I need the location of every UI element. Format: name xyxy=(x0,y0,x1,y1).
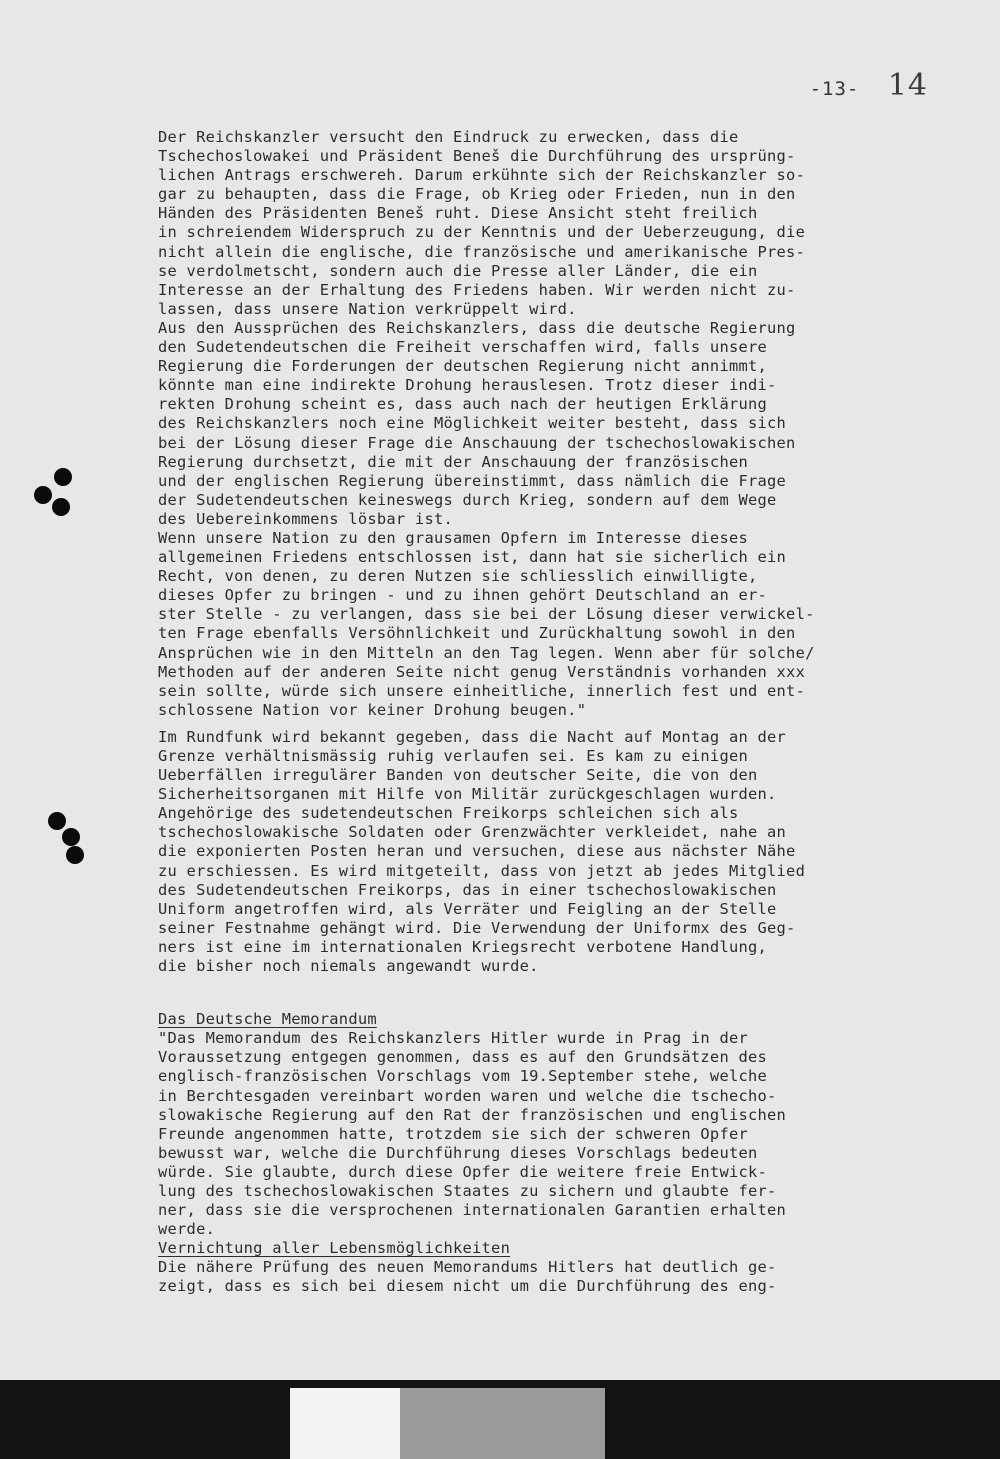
text-line xyxy=(158,1029,968,1048)
text-line xyxy=(158,1144,968,1163)
text-line xyxy=(158,204,968,223)
text-line xyxy=(158,491,968,510)
text-line-content: slowakische Regierung auf den Rat der französischen und englischen xyxy=(158,1105,787,1124)
text-line-content: zu erschiessen. Es wird mitgeteilt, dass von jetzt ab jedes Mitglied xyxy=(158,861,806,880)
text-line xyxy=(158,166,968,185)
text-line xyxy=(158,243,968,262)
text-line xyxy=(158,682,968,701)
text-line xyxy=(158,881,968,900)
text-line-content: in Berchtesgaden vereinbart worden waren und welche die tschecho- xyxy=(158,1086,777,1105)
handwritten-page-number: 14 xyxy=(887,68,928,103)
text-line xyxy=(158,414,968,433)
text-line xyxy=(158,567,968,586)
text-line-content: und der englischen Regierung übereinstimmt, dass nämlich die Frage xyxy=(158,471,787,490)
text-line xyxy=(158,938,968,957)
text-line-content: lichen Antrags erschwereh. Darum erkühnte sich der Reichskanzler so- xyxy=(158,166,806,185)
text-line-content: rekten Drohung scheint es, dass auch nach der heutigen Erklärung xyxy=(158,395,768,414)
text-line xyxy=(158,785,968,804)
text-line xyxy=(158,300,968,319)
punch-hole-mark-top xyxy=(34,468,72,518)
text-line xyxy=(158,747,968,766)
text-line xyxy=(158,319,968,338)
text-line-content: der Sudetendeutschen keineswegs durch Krieg, sondern auf dem Wege xyxy=(158,490,777,509)
text-line xyxy=(158,919,968,938)
text-line-content: Ueberfällen irregulärer Banden von deutscher Seite, die von den xyxy=(158,766,758,785)
text-line xyxy=(158,624,968,643)
text-line-content: sein sollte, würde sich unsere einheitliche, innerlich fest und ent- xyxy=(158,681,806,700)
text-line-content: des Sudetendeutschen Freikorps, das in einer tschechoslowakischen xyxy=(158,880,777,899)
text-line-content: Recht, von denen, zu deren Nutzen sie schliesslich einwilligte, xyxy=(158,567,758,586)
text-line xyxy=(158,453,968,472)
text-line-content: Sicherheitsorganen mit Hilfe von Militär zurückgeschlagen wurden. xyxy=(158,785,777,804)
text-line-content: seiner Festnahme gehängt wird. Die Verwendung der Uniformx des Geg- xyxy=(158,918,796,937)
text-line-content: werde. xyxy=(158,1220,216,1239)
text-line xyxy=(158,900,968,919)
text-line-content: Wenn unsere Nation zu den grausamen Opfern im Interesse dieses xyxy=(158,528,748,547)
text-line xyxy=(158,376,968,395)
text-line-content: ners ist eine im internationalen Kriegsrecht verbotene Handlung, xyxy=(158,937,768,956)
text-line xyxy=(158,701,968,720)
text-line-content: könnte man eine indirekte Drohung herauslesen. Trotz dieser indi- xyxy=(158,376,777,395)
text-line-content: des Reichskanzlers noch eine Möglichkeit weiter besteht, dass sich xyxy=(158,414,787,433)
text-line-content: zeigt, dass es sich bei diesem nicht um die Durchführung des eng- xyxy=(158,1277,777,1296)
text-line-content: nicht allein die englische, die französische und amerikanische Pres- xyxy=(158,242,806,261)
text-line xyxy=(158,395,968,414)
text-line-content: gar zu behaupten, dass die Frage, ob Krieg oder Frieden, nun in den xyxy=(158,185,796,204)
text-line-content: dieses Opfer zu bringen - und zu ihnen gehört Deutschland an er- xyxy=(158,586,768,605)
text-line-content: ner, dass sie die versprochenen internationalen Garantien erhalten xyxy=(158,1201,787,1220)
text-line xyxy=(158,147,968,166)
text-line-content: den Sudetendeutschen die Freiheit verschaffen wird, falls unsere xyxy=(158,338,768,357)
text-line-content: ster Stelle - zu verlangen, dass sie bei der Lösung dieser verwickel- xyxy=(158,605,815,624)
text-line-content: die exponierten Posten heran und versuchen, diese aus nächster Nähe xyxy=(158,842,796,861)
text-line-content: lassen, dass unsere Nation verkrüppelt wird. xyxy=(158,299,577,318)
text-line-content: lung des tschechoslowakischen Staates zu sichern und glaubte fer- xyxy=(158,1181,777,1200)
page-number xyxy=(810,68,928,103)
text-line xyxy=(158,1163,968,1182)
text-line-content: Grenze verhältnismässig ruhig verlaufen sei. Es kam zu einigen xyxy=(158,747,748,765)
text-line xyxy=(158,529,968,548)
text-line xyxy=(158,663,968,682)
text-line xyxy=(158,644,968,663)
text-line xyxy=(158,862,968,881)
section-heading-text: Vernichtung aller Lebensmöglichkeiten xyxy=(158,1239,511,1258)
text-line xyxy=(158,262,968,281)
text-line xyxy=(158,1106,968,1125)
text-line-content: bewusst war, welche die Durchführung dieses Vorschlags bedeuten xyxy=(158,1143,758,1162)
text-line xyxy=(158,1258,968,1277)
text-line xyxy=(158,804,968,823)
text-line-content: Tschechoslowakei und Präsident Beneš die Durchführung des ursprüng- xyxy=(158,147,796,166)
text-line-content: "Das Memorandum des Reichskanzlers Hitler wurde in Prag in der xyxy=(158,1029,748,1048)
text-line-content: englisch-französischen Vorschlags vom 19.September stehe, welche xyxy=(158,1067,768,1086)
text-line-content: Methoden auf der anderen Seite nicht genug Verständnis vorhanden xxx xyxy=(158,662,806,681)
text-line xyxy=(158,823,968,842)
text-line xyxy=(158,434,968,453)
text-line xyxy=(158,586,968,605)
text-line xyxy=(158,223,968,242)
text-line-content: die bisher noch niemals angewandt wurde. xyxy=(158,957,539,976)
text-line xyxy=(158,957,968,976)
section-heading-text: Das Deutsche Memorandum xyxy=(158,1010,377,1029)
text-line-content: Ansprüchen wie in den Mitteln an den Tag legen. Wenn aber für solche/ xyxy=(158,643,815,662)
text-line-content: Uniform angetroffen wird, als Verräter und Feigling an der Stelle xyxy=(158,899,777,918)
typed-text-body xyxy=(158,128,968,1297)
section-heading xyxy=(158,1239,968,1258)
text-line-content: Aus den Aussprüchen des Reichskanzlers, dass die deutsche Regierung xyxy=(158,318,796,337)
text-line-content: des Uebereinkommens lösbar ist. xyxy=(158,509,453,528)
text-line xyxy=(158,605,968,624)
text-line xyxy=(158,128,968,147)
text-line xyxy=(158,185,968,204)
text-line xyxy=(158,1220,968,1239)
text-line xyxy=(158,1201,968,1220)
punch-hole-mark-bottom xyxy=(48,812,86,862)
text-line-content: ten Frage ebenfalls Versöhnlichkeit und Zurückhaltung sowohl in den xyxy=(158,624,796,643)
text-line-content: Händen des Präsidenten Beneš ruht. Diese Ansicht steht freilich xyxy=(158,204,758,223)
text-line xyxy=(158,1067,968,1086)
text-line-content: Angehörige des sudetendeutschen Freikorps schleichen sich als xyxy=(158,804,739,823)
text-line-content: bei der Lösung dieser Frage die Anschauung der tschechoslowakischen xyxy=(158,433,796,452)
typed-page-number: -13- xyxy=(809,78,860,100)
text-line xyxy=(158,281,968,300)
text-line xyxy=(158,1182,968,1201)
text-line-content: allgemeinen Friedens entschlossen ist, dann hat sie sicherlich ein xyxy=(158,548,787,567)
text-line-content: Voraussetzung entgegen genommen, dass es auf den Grundsätzen des xyxy=(158,1048,768,1067)
text-line-content: würde. Sie glaubte, durch diese Opfer die weitere freie Entwick- xyxy=(158,1162,768,1181)
text-line xyxy=(158,1087,968,1106)
text-line xyxy=(158,842,968,861)
text-line-content: Interesse an der Erhaltung des Friedens haben. Wir werden nicht zu- xyxy=(158,280,796,299)
text-line xyxy=(158,1048,968,1067)
text-line-content: Im Rundfunk wird bekannt gegeben, dass die Nacht auf Montag an der xyxy=(158,727,787,746)
text-line-content: Freunde angenommen hatte, trotzdem sie sich der schweren Opfer xyxy=(158,1124,748,1143)
text-line xyxy=(158,728,968,747)
text-line xyxy=(158,357,968,376)
section-heading xyxy=(158,1010,968,1029)
text-line xyxy=(158,510,968,529)
text-line-content: Regierung durchsetzt, die mit der Anschauung der französischen xyxy=(158,452,748,471)
text-line xyxy=(158,766,968,785)
text-line xyxy=(158,338,968,357)
text-line xyxy=(158,548,968,567)
text-line xyxy=(158,472,968,491)
text-line xyxy=(158,1125,968,1144)
text-line-content: se verdolmetscht, sondern auch die Presse aller Länder, die ein xyxy=(158,261,758,280)
text-line-content: Der Reichskanzler versucht den Eindruck zu erwecken, dass die xyxy=(158,128,739,146)
calibration-white-patch xyxy=(290,1388,400,1459)
text-line-content: Die nähere Prüfung des neuen Memorandums Hitlers hat deutlich ge- xyxy=(158,1258,777,1277)
text-line-content: schlossene Nation vor keiner Drohung beugen." xyxy=(158,700,587,719)
text-line-content: in schreiendem Widerspruch zu der Kenntnis und der Ueberzeugung, die xyxy=(158,223,806,242)
text-line xyxy=(158,1277,968,1296)
calibration-gray-patch xyxy=(400,1388,605,1459)
text-line-content: Regierung die Forderungen der deutschen Regierung nicht annimmt, xyxy=(158,357,768,376)
text-line-content: tschechoslowakische Soldaten oder Grenzwächter verkleidet, nahe an xyxy=(158,823,787,842)
